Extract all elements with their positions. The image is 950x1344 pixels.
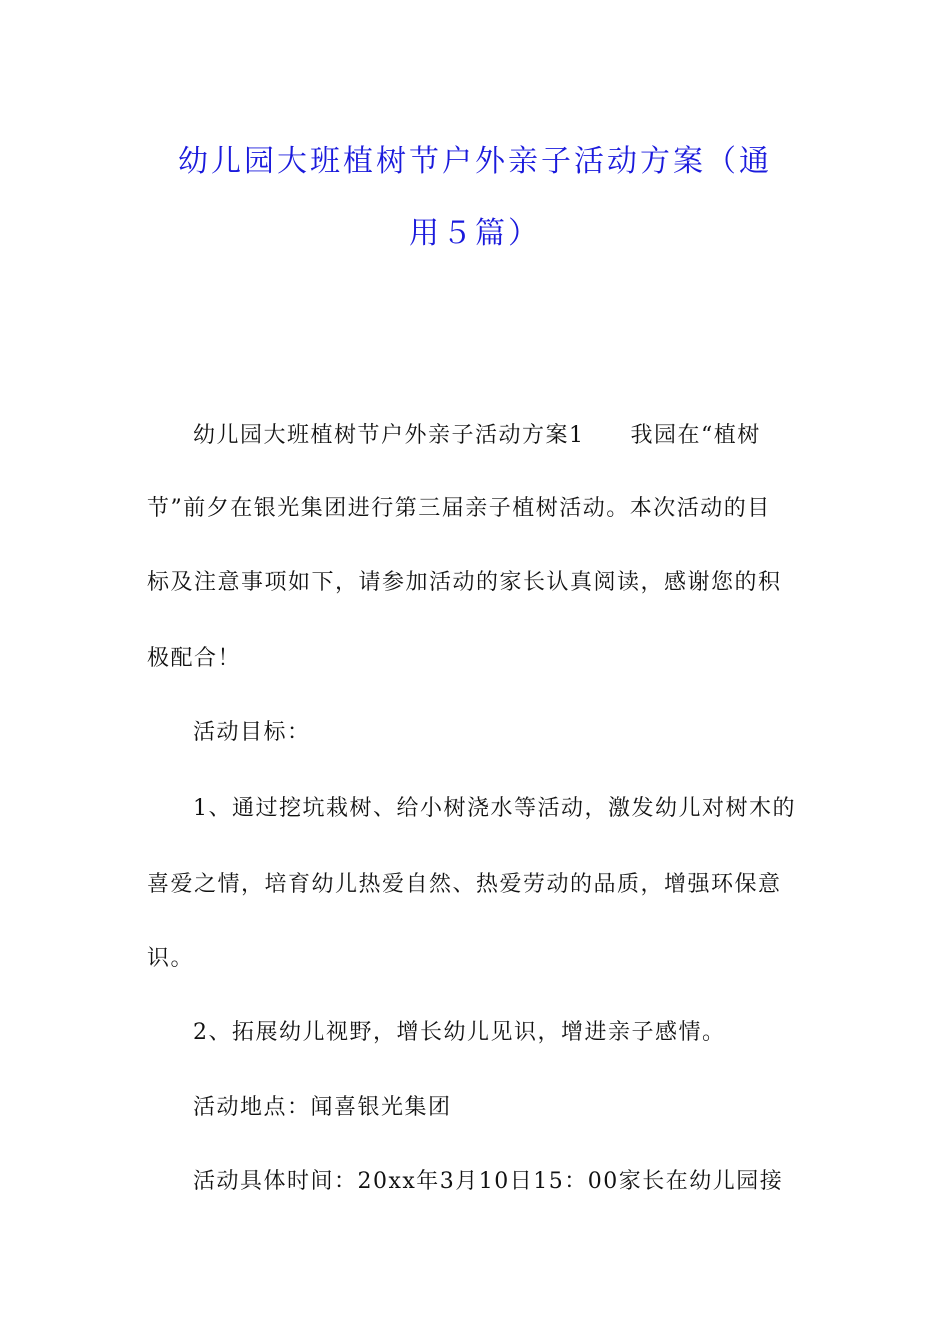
goal-heading: 活动目标： [193, 720, 311, 745]
document-title-line-1: 幼儿园大班植树节户外亲子活动方案（通 [178, 144, 772, 179]
intro-line-2: 节”前夕在银光集团进行第三届亲子植树活动。本次活动的目 [147, 496, 771, 521]
goal-1-line-1: 1、通过挖坑栽树、给小树浇水等活动，激发幼儿对树木的 [193, 796, 796, 821]
document-title-line-2: 用５篇） [409, 216, 541, 251]
goal-2: 2、拓展幼儿视野，增长幼儿见识，增进亲子感情。 [193, 1020, 726, 1045]
plan-heading: 幼儿园大班植树节户外亲子活动方案1 [193, 423, 585, 448]
intro-text-start: 我园在“植树 [630, 423, 761, 448]
intro-line-4: 极配合！ [147, 646, 242, 671]
intro-line-3: 标及注意事项如下，请参加活动的家长认真阅读，感谢您的积 [147, 570, 782, 595]
activity-location: 活动地点：闻喜银光集团 [193, 1095, 452, 1120]
activity-time: 活动具体时间：20xx年3月10日15：00家长在幼儿园接 [193, 1169, 784, 1194]
goal-1-line-2: 喜爱之情，培育幼儿热爱自然、热爱劳动的品质，增强环保意 [147, 872, 782, 897]
intro-line-1 [193, 421, 873, 451]
goal-1-line-3: 识。 [147, 946, 195, 971]
